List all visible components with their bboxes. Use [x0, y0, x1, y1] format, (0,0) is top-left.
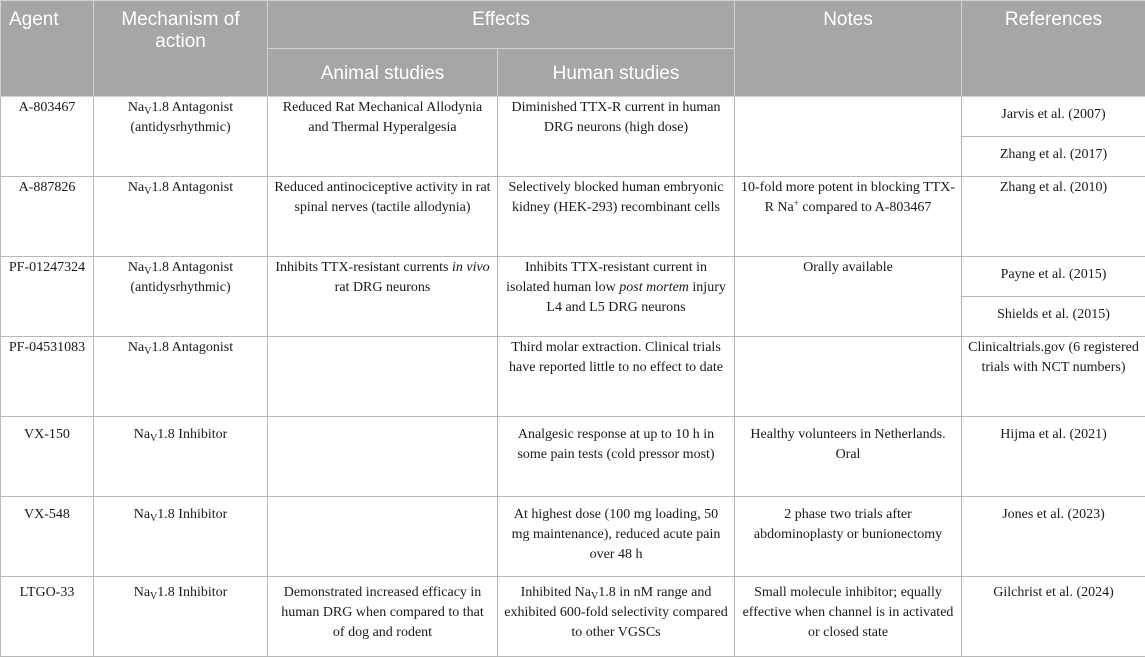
reference-cell: Jarvis et al. (2007) — [962, 97, 1145, 137]
human-cell: Inhibited $Na_V1.8$ in nM range and exhibited 600-fold selectivity compared to other VGSCs — [498, 577, 735, 657]
mechanism-cell: $Na_V1.8$ Antagonist (antidysrhythmic) — [94, 257, 268, 337]
mechanism-cell: $Na_V1.8$ Inhibitor — [94, 417, 268, 497]
reference-cell: Payne et al. (2015) — [962, 257, 1145, 297]
reference-cell: Clinicaltrials.gov (6 registered trials with NCT numbers) — [962, 337, 1145, 417]
notes-cell: Small molecule inhibitor; equally effective when channel is in activated or closed state — [735, 577, 962, 657]
notes-cell — [735, 337, 962, 417]
animal-cell — [268, 497, 498, 577]
table-row — [1, 497, 1145, 577]
agent-cell: A-803467 — [1, 97, 94, 177]
mechanism-cell: $Na_V1.8$ Antagonist (antidysrhythmic) — [94, 97, 268, 177]
header-effects: Effects — [268, 1, 735, 49]
mechanism-cell: $Na_V1.8$ Antagonist — [94, 337, 268, 417]
mechanism-cell: $Na_V1.8$ Antagonist — [94, 177, 268, 257]
reference-cell: Zhang et al. (2010) — [962, 177, 1145, 257]
notes-cell: Orally available — [735, 257, 962, 337]
header-human-studies: Human studies — [498, 49, 735, 97]
animal-cell: Inhibits TTX-resistant currents in vivo rat DRG neurons — [268, 257, 498, 337]
agent-cell: LTGO-33 — [1, 577, 94, 657]
header-animal-studies: Animal studies — [268, 49, 498, 97]
human-cell: Diminished TTX-R current in human DRG neurons (high dose) — [498, 97, 735, 177]
table-row — [1, 97, 1145, 137]
human-cell: At highest dose (100 mg loading, 50 mg maintenance), reduced acute pain over 48 h — [498, 497, 735, 577]
table-row — [1, 577, 1145, 657]
table-row — [1, 177, 1145, 257]
animal-cell — [268, 337, 498, 417]
animal-cell: Reduced antinociceptive activity in rat spinal nerves (tactile allodynia) — [268, 177, 498, 257]
reference-cell: Zhang et al. (2017) — [962, 137, 1145, 177]
agent-cell: PF-04531083 — [1, 337, 94, 417]
human-cell: Analgesic response at up to 10 h in some pain tests (cold pressor most) — [498, 417, 735, 497]
agent-cell: VX-150 — [1, 417, 94, 497]
header-agent: Agent — [1, 1, 94, 97]
animal-cell: Demonstrated increased efficacy in human DRG when compared to that of dog and rodent — [268, 577, 498, 657]
reference-cell: Jones et al. (2023) — [962, 497, 1145, 577]
notes-cell: 10-fold more potent in blocking TTX-R Na+ compared to A-803467 — [735, 177, 962, 257]
notes-cell — [735, 97, 962, 177]
mechanism-cell: $Na_V1.8$ Inhibitor — [94, 497, 268, 577]
notes-cell: Healthy volunteers in Netherlands. Oral — [735, 417, 962, 497]
table-row — [1, 417, 1145, 497]
notes-cell: 2 phase two trials after abdominoplasty or bunionectomy — [735, 497, 962, 577]
reference-cell: Hijma et al. (2021) — [962, 417, 1145, 497]
agent-cell: A-887826 — [1, 177, 94, 257]
agent-cell: VX-548 — [1, 497, 94, 577]
mechanism-cell: $Na_V1.8$ Inhibitor — [94, 577, 268, 657]
header-notes: Notes — [735, 1, 962, 97]
table-row — [1, 257, 1145, 297]
agent-cell: PF-01247324 — [1, 257, 94, 337]
animal-cell — [268, 417, 498, 497]
header-references: References — [962, 1, 1145, 97]
reference-cell: Shields et al. (2015) — [962, 297, 1145, 337]
human-cell: Inhibits TTX-resistant current in isolated human low post mortem injury L4 and L5 DRG neurons — [498, 257, 735, 337]
human-cell: Third molar extraction. Clinical trials have reported little to no effect to date — [498, 337, 735, 417]
animal-cell: Reduced Rat Mechanical Allodynia and Thermal Hyperalgesia — [268, 97, 498, 177]
header-mechanism: Mechanism of action — [94, 1, 268, 97]
table-row — [1, 337, 1145, 417]
human-cell: Selectively blocked human embryonic kidney (HEK-293) recombinant cells — [498, 177, 735, 257]
reference-cell: Gilchrist et al. (2024) — [962, 577, 1145, 657]
